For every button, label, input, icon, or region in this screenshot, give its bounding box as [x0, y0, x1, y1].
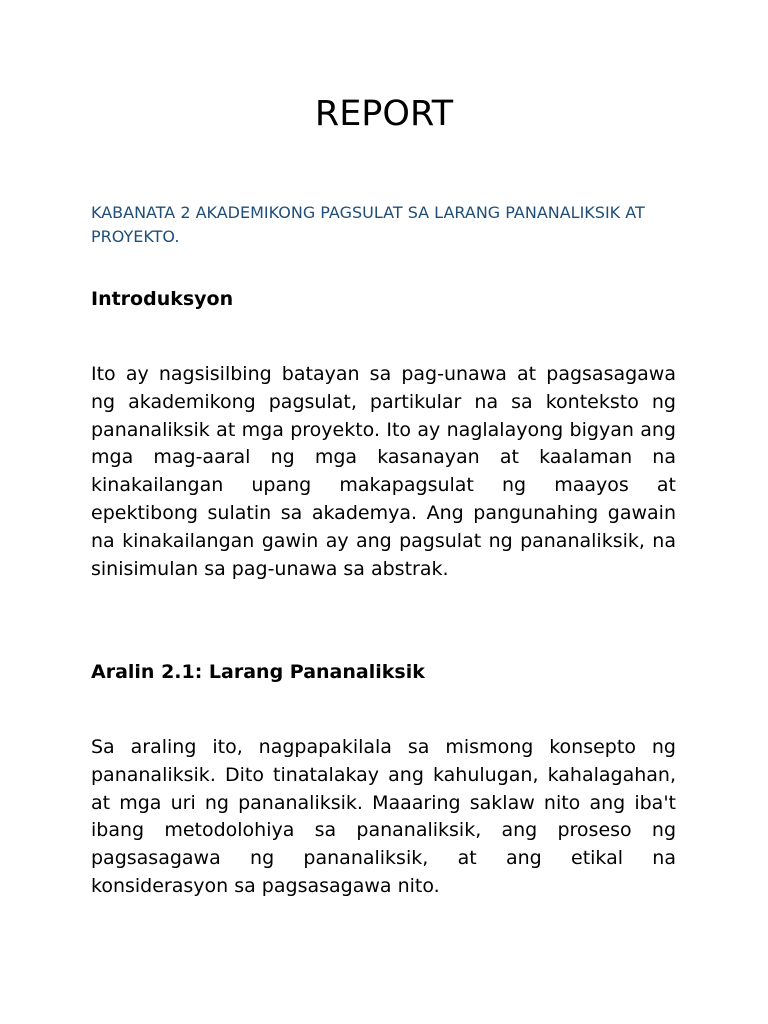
- section-heading-introduksyon: Introduksyon: [91, 288, 234, 310]
- section-heading-aralin-2-1: Aralin 2.1: Larang Pananaliksik: [91, 661, 425, 683]
- section-body-aralin-2-1: Sa araling ito, nagpapakilala sa mismong konsepto ng pananaliksik. Dito tinatalakay ang kahulugan, kahalagahan, at mga uri ng pananaliksik. Maaaring saklaw nito ang iba't ibang metodolohiya sa pananaliksik, ang proseso ng pagsasagawa ng pananaliksik, at ang etikal na konsiderasyon sa pagsasagawa nito.: [91, 736, 676, 897]
- document-title: REPORT: [314, 94, 454, 134]
- chapter-title: KABANATA 2 AKADEMIKONG PAGSULAT SA LARANG PANANALIKSIK AT PROYEKTO.: [91, 203, 645, 246]
- section-body-introduksyon: Ito ay nagsisilbing batayan sa pag-unawa at pagsasagawa ng akademikong pagsulat, partikular na sa konteksto ng pananaliksik at mga proyekto. Ito ay naglalayong bigyan ang mga mag-aaral ng mga kasanayan at kaalaman na kinakailangan upang makapagsulat ng maayos at epektibong sulatin sa akademya. Ang pangunahing gawain na kinakailangan gawin ay ang pagsulat ng pananaliksik, na sinisimulan sa pag-unawa sa abstrak.: [91, 363, 676, 580]
